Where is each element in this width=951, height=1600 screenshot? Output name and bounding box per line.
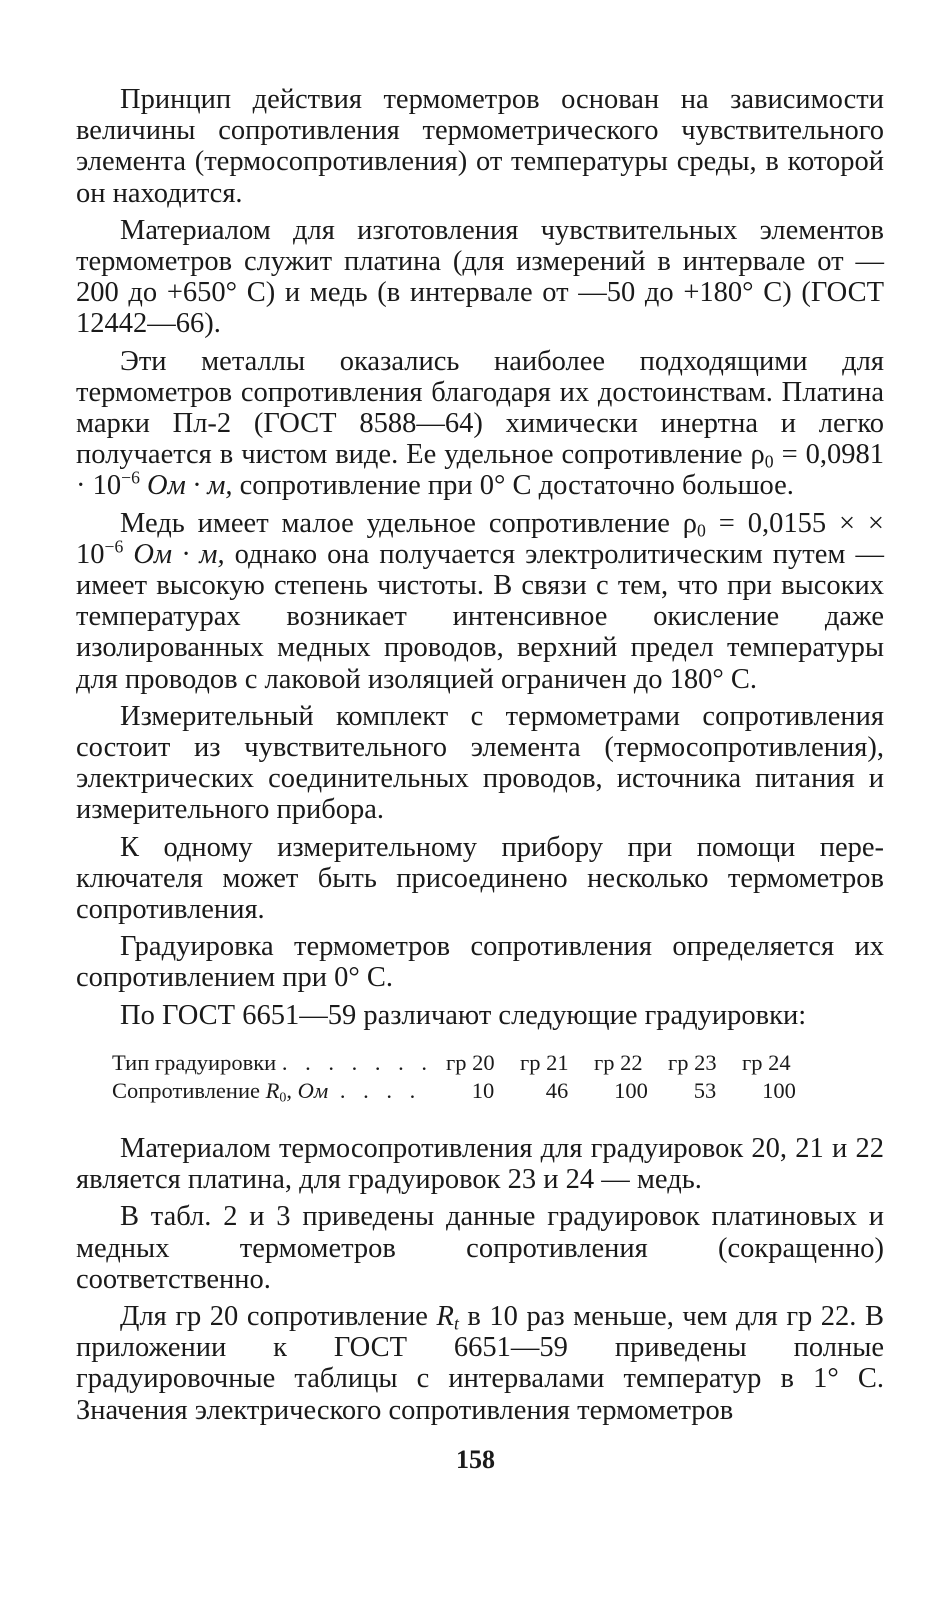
paragraph-materials: Материалом для изготовления чувствительных элементов термометров служит платина (для измерений в интервале от —200 до +650° С) и медь (в интервале от —50 до +180° С) (ГОСТ 12442—66). [76,214,884,340]
paragraph-platinum: Эти металлы оказались наиболее подходящими для термометров сопротивления благодаря их достоинствам. Платина марки Пл-2 (ГОСТ 8588—64) химически инертна и легко получается в чистом виде. Ее удельное сопротивление $\rho_0 = 0,0981 \cdot 10^{-6}$ Ом · м, сопротивление при 0° С достаточно большое. [76,345,884,502]
graduation-type-cell: гр 23 [668,1049,717,1075]
graduation-table [112,1049,884,1105]
graduation-resistance-cell: 100 [614,1077,648,1103]
paragraph-copper: Медь имеет малое удельное сопротивление $\rho_0 = 0,0155$ × × $10^{-6}$ Ом · м, однако она получается электролитическим путем — имеет высокую степень чистоты. В связи с тем, что при высоких температурах возникает интенсивное окисление даже изолированных медных проводов, верхний предел температуры для проводов с лаковой изоляцией ограничен до 180° С. [76,507,884,695]
graduation-resistance-cell: 100 [762,1077,796,1103]
paragraph-graduation: Градуировка термометров сопротивления определяется их сопротивлением при 0° С. [76,931,884,994]
paragraph-gost-intro: По ГОСТ 6651—59 различают следующие градуировки: [120,999,807,1031]
paragraph-principle: Принцип действия термометров основан на зависимости величины сопротивления термометрического чувствительного элемента (термосопротивления) от температуры среды, в которой он находится. [76,84,884,209]
page-number: 158 [456,1445,495,1474]
paragraph-switch: К одному измерительному прибору при помощи переключателя может быть присоединено несколько термометров сопротивления. [76,831,884,926]
graduation-type-row [112,1049,884,1077]
graduation-resistance-row [112,1077,884,1105]
graduation-resistance-label: Сопротивление $R_0$, Ом . . . . [112,1077,422,1105]
paragraph-tables-reference: В табл. 2 и 3 приведены данные градуировок платиновых и медных термометров сопротивления (сокращенно) соответственно. [76,1201,884,1295]
graduation-type-cell: гр 24 [742,1049,791,1075]
graduation-resistance-cell: 46 [545,1077,569,1103]
page-body [76,84,884,1432]
graduation-type-label: Тип градуировки . . . . . . . [112,1049,433,1075]
graduation-resistance-cell: 10 [471,1077,495,1103]
graduation-type-cell: гр 20 [446,1049,495,1075]
graduation-type-cell: гр 22 [594,1049,643,1075]
graduation-type-cell: гр 21 [520,1049,569,1075]
paragraph-gost-appendix: Для гр 20 сопротивление $R_t$ в 10 раз меньше, чем для гр 22. В приложении к ГОСТ 6651—59 приведены полные градуировочные таблицы с интервалами температур в 1° С. Значения электрического сопротивления термометров [76,1300,884,1426]
paragraph-material-by-grade: Материалом термосопротивления для градуировок 20, 21 и 22 является платина, для градуировок 23 и 24 — медь. [76,1132,884,1196]
paragraph-measuring-set: Измерительный комплект с термометрами сопротивления состоит из чувствительного элемента (термосопротивления), электрических соединительных проводов, источника питания и измерительного прибора. [76,700,884,826]
graduation-resistance-cell: 53 [693,1077,717,1103]
